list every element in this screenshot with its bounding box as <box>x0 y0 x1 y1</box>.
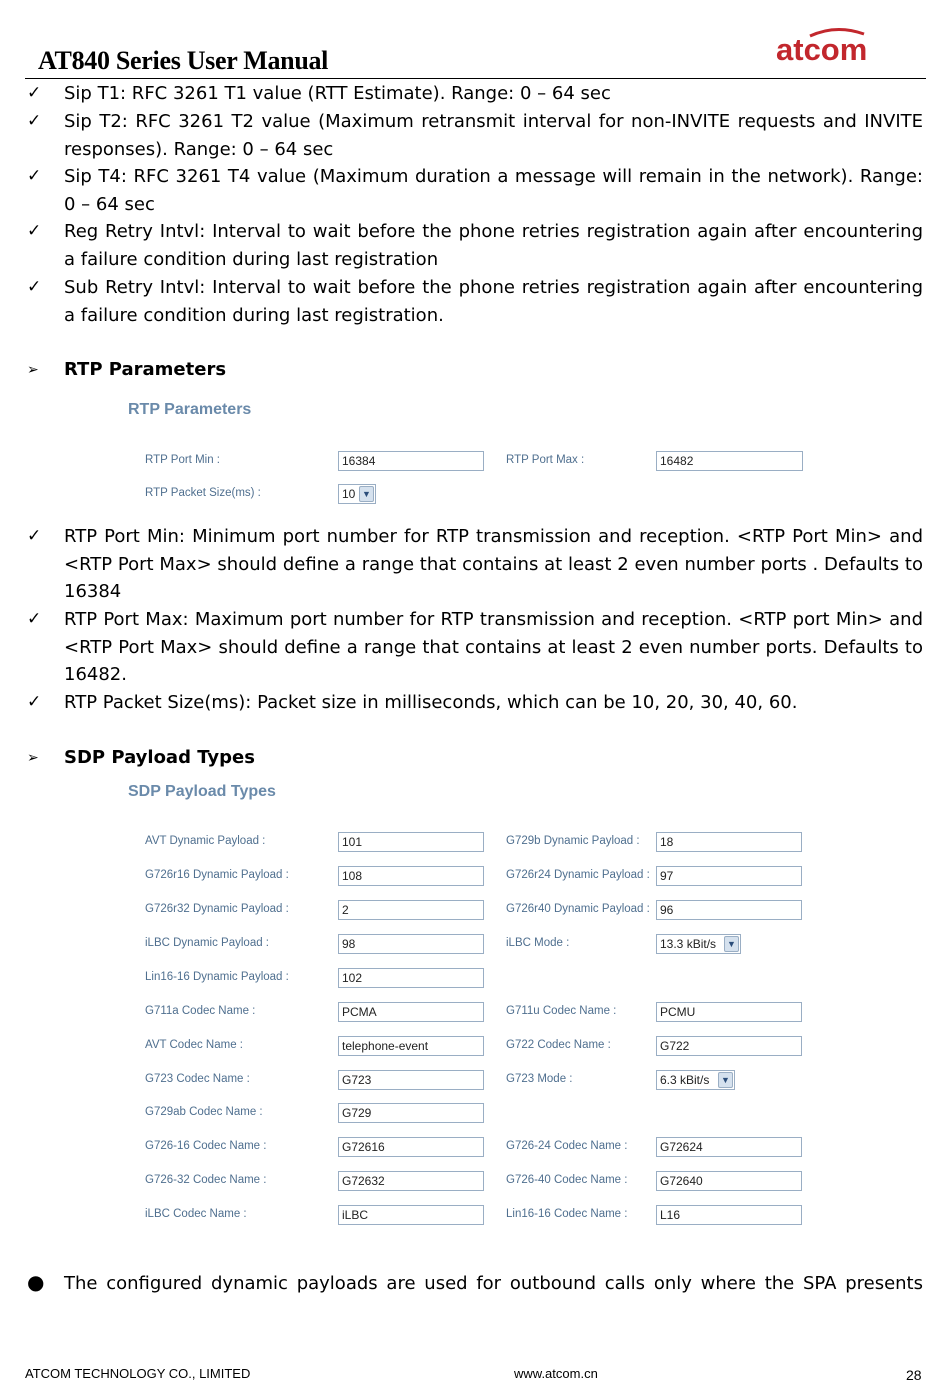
reg-retry-item: ✓ Reg Retry Intvl: Interval to wait before the phone retries registration again after encountering a failure condition during last registration <box>27 218 923 273</box>
g729ab-codec-name-label: G729ab Codec Name : <box>145 1106 263 1118</box>
dynamic-payloads-note: ● The configured dynamic payloads are used for outbound calls only where the SPA presents <box>27 1270 923 1298</box>
check-icon: ✓ <box>27 111 42 131</box>
sip-t1-item: ✓ Sip T1: RFC 3261 T1 value (RTT Estimate). Range: 0 – 64 sec <box>27 80 923 108</box>
g726-24-codec-name-label: G726-24 Codec Name : <box>506 1140 628 1152</box>
g726-24-codec-name-input[interactable]: G72624 <box>656 1137 802 1157</box>
g723-codec-name-label: G723 Codec Name : <box>145 1073 250 1085</box>
sip-t4-item: ✓ Sip T4: RFC 3261 T4 value (Maximum duration a message will remain in the network). Range: 0 – 64 sec <box>27 163 923 218</box>
footer-company: ATCOM TECHNOLOGY CO., LIMITED <box>25 1366 251 1381</box>
g726-40-codec-name-input[interactable]: G72640 <box>656 1171 802 1191</box>
g723-codec-name-input[interactable]: G723 <box>338 1070 484 1090</box>
check-icon: ✓ <box>27 83 42 103</box>
g711u-codec-name-label: G711u Codec Name : <box>506 1005 617 1017</box>
g726-16-codec-name-label: G726-16 Codec Name : <box>145 1140 267 1152</box>
chevron-down-icon: ▼ <box>718 1072 733 1088</box>
footer-website: www.atcom.cn <box>514 1366 598 1381</box>
check-icon: ✓ <box>27 166 42 186</box>
atcom-logo <box>774 26 886 66</box>
ilbc-dynamic-payload-input[interactable]: 98 <box>338 934 484 954</box>
g722-codec-name-input[interactable]: G722 <box>656 1036 802 1056</box>
g726-16-codec-name-input[interactable]: G72616 <box>338 1137 484 1157</box>
chevron-down-icon: ▼ <box>724 936 739 952</box>
arrow-bullet-icon: ➢ <box>27 362 39 378</box>
lin16-codec-name-input[interactable]: L16 <box>656 1205 802 1225</box>
header-rule <box>25 78 926 79</box>
g711a-codec-name-input[interactable]: PCMA <box>338 1002 484 1022</box>
sdp-panel-title: SDP Payload Types <box>128 783 276 800</box>
avt-codec-name-label: AVT Codec Name : <box>145 1039 244 1051</box>
g729b-dynamic-payload-input[interactable]: 18 <box>656 832 802 852</box>
g726r24-dynamic-payload-label: G726r24 Dynamic Payload : <box>506 869 650 881</box>
g722-codec-name-label: G722 Codec Name : <box>506 1039 611 1051</box>
g711a-codec-name-label: G711a Codec Name : <box>145 1005 256 1017</box>
sip-t2-item: ✓ Sip T2: RFC 3261 T2 value (Maximum retransmit interval for non-INVITE requests and INVITE responses). Range: 0 – 64 sec <box>27 108 923 163</box>
g726r24-dynamic-payload-input[interactable]: 97 <box>656 866 802 886</box>
rtp-port-min-item: ✓ RTP Port Min: Minimum port number for RTP transmission and reception. <RTP Port Min> and <RTP Port Max> should define a range that contains at least 2 even number ports . Defaults to 16384 <box>27 523 923 606</box>
check-icon: ✓ <box>27 277 42 297</box>
avt-codec-name-input[interactable]: telephone-event <box>338 1036 484 1056</box>
rtp-packet-size-item: ✓ RTP Packet Size(ms): Packet size in milliseconds, which can be 10, 20, 30, 40, 60. <box>27 689 923 717</box>
ilbc-codec-name-input[interactable]: iLBC <box>338 1205 484 1225</box>
rtp-packet-size-select[interactable]: 10 ▼ <box>338 484 376 504</box>
g723-mode-label: G723 Mode : <box>506 1073 573 1085</box>
g726r16-dynamic-payload-label: G726r16 Dynamic Payload : <box>145 869 289 881</box>
lin16-dynamic-payload-input[interactable]: 102 <box>338 968 484 988</box>
sub-retry-item: ✓ Sub Retry Intvl: Interval to wait before the phone retries registration again after encountering a failure condition during last registration. <box>27 274 923 329</box>
ilbc-codec-name-label: iLBC Codec Name : <box>145 1208 247 1220</box>
check-icon: ✓ <box>27 221 42 241</box>
g711u-codec-name-input[interactable]: PCMU <box>656 1002 802 1022</box>
g726r32-dynamic-payload-label: G726r32 Dynamic Payload : <box>145 903 289 915</box>
g726r32-dynamic-payload-input[interactable]: 2 <box>338 900 484 920</box>
rtp-packet-size-label: RTP Packet Size(ms) : <box>145 487 261 499</box>
rtp-port-min-label: RTP Port Min : <box>145 454 220 466</box>
rtp-section-heading: ➢ RTP Parameters <box>27 359 227 380</box>
dot-bullet-icon: ● <box>27 1270 45 1294</box>
g726-32-codec-name-label: G726-32 Codec Name : <box>145 1174 267 1186</box>
sdp-section-heading: ➢ SDP Payload Types <box>27 747 255 768</box>
check-icon: ✓ <box>27 526 42 546</box>
rtp-port-max-label: RTP Port Max : <box>506 454 585 466</box>
g729ab-codec-name-input[interactable]: G729 <box>338 1103 484 1123</box>
g726-32-codec-name-input[interactable]: G72632 <box>338 1171 484 1191</box>
rtp-port-min-input[interactable]: 16384 <box>338 451 484 471</box>
g726r40-dynamic-payload-input[interactable]: 96 <box>656 900 802 920</box>
check-icon: ✓ <box>27 609 42 629</box>
arrow-bullet-icon: ➢ <box>27 750 39 766</box>
rtp-panel-title: RTP Parameters <box>128 401 252 418</box>
ilbc-mode-label: iLBC Mode : <box>506 937 570 949</box>
ilbc-mode-select[interactable]: 13.3 kBit/s ▼ <box>656 934 741 954</box>
rtp-port-max-item: ✓ RTP Port Max: Maximum port number for RTP transmission and reception. <RTP port Min> and <RTP Port Max> should define a range that contains at least 2 even number ports. Defaults to 16482. <box>27 606 923 689</box>
lin16-dynamic-payload-label: Lin16-16 Dynamic Payload : <box>145 971 289 983</box>
g729b-dynamic-payload-label: G729b Dynamic Payload : <box>506 835 640 847</box>
ilbc-dynamic-payload-label: iLBC Dynamic Payload : <box>145 937 269 949</box>
avt-dynamic-payload-input[interactable]: 101 <box>338 832 484 852</box>
g723-mode-select[interactable]: 6.3 kBit/s ▼ <box>656 1070 735 1090</box>
avt-dynamic-payload-label: AVT Dynamic Payload : <box>145 835 266 847</box>
chevron-down-icon: ▼ <box>359 486 374 502</box>
logo-text: atcom <box>776 32 868 66</box>
lin16-codec-name-label: Lin16-16 Codec Name : <box>506 1208 628 1220</box>
g726-40-codec-name-label: G726-40 Codec Name : <box>506 1174 628 1186</box>
g726r16-dynamic-payload-input[interactable]: 108 <box>338 866 484 886</box>
manual-title: AT840 Series User Manual <box>38 46 329 75</box>
check-icon: ✓ <box>27 692 42 712</box>
g726r40-dynamic-payload-label: G726r40 Dynamic Payload : <box>506 903 650 915</box>
page-number: 28 <box>906 1367 922 1383</box>
rtp-port-max-input[interactable]: 16482 <box>656 451 803 471</box>
